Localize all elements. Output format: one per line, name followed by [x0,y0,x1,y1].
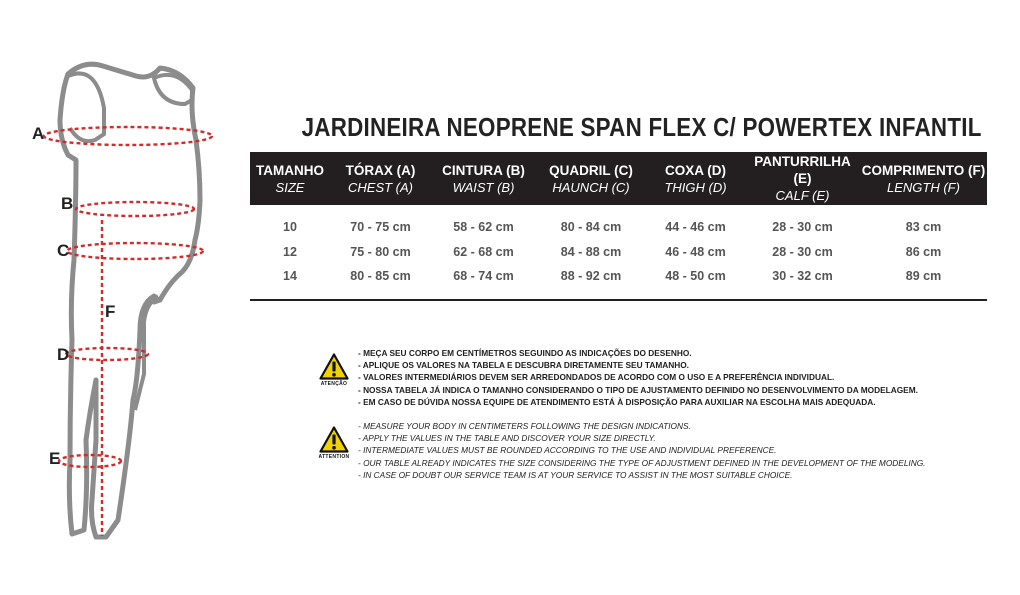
cell-calf: 28 - 30 cm [772,245,833,260]
warning-label: ATENÇÃO [320,381,348,387]
label-b: B [61,194,74,213]
cell-length: 89 cm [905,269,942,284]
header-label-en: THIGH (D) [664,179,727,195]
table-row [250,205,987,237]
header-label-pt: COMPRIMENTO (F) [861,162,986,178]
note-line: - VALORES INTERMEDIÁRIOS DEVEM SER ARREDONDADOS DE ACORDO COM O USO E A PREFERÊNCIA INDIVIDUAL. [358,372,835,383]
note-line: - NOSSA TABELA JÁ INDICA O TAMANHO CONSIDERANDO O TIPO DE AJUSTAMENTO DEFINIDO NO DESENVOLVIMENTO DA MODELAGEM. [358,384,918,395]
warning-badge [316,353,352,387]
note-line: - MEÇA SEU CORPO EM CENTÍMETROS SEGUINDO AS INDICAÇÕES DO DESENHO. [358,348,692,358]
cell-hip: 84 - 88 cm [560,245,622,260]
label-f: F [105,302,116,321]
cell-chest: 70 - 75 cm [350,219,411,234]
cell-waist: 58 - 62 cm [453,219,514,234]
header-label-pt: COXA (D) [665,162,726,178]
warning-icon [319,353,349,380]
cell-size: 14 [283,269,297,284]
cell-length: 83 cm [905,219,942,234]
header-label-pt: TÓRAX (A) [345,162,416,178]
cell-calf: 30 - 32 cm [772,269,833,284]
cell-length: 86 cm [905,245,942,260]
header-label-en: WAIST (B) [452,179,515,195]
header-hip [536,152,646,205]
cell-thigh: 48 - 50 cm [665,269,726,284]
notes-list [358,347,998,408]
cell-waist: 68 - 74 cm [453,269,514,284]
table-row [250,268,987,300]
header-label-en: CALF (E) [775,188,830,203]
cell-size: 10 [283,219,297,234]
warning-badge [316,426,352,460]
note-line: - IN CASE OF DOUBT OUR SERVICE TEAM IS AT YOUR SERVICE TO ASSIST IN THE MOST SUITABLE CHOICE. [358,469,793,480]
cell-calf: 28 - 30 cm [772,219,833,234]
cell-chest: 80 - 85 cm [350,269,411,284]
label-c: C [57,241,70,260]
header-label-en: SIZE [275,179,305,195]
cell-chest: 75 - 80 cm [350,245,411,260]
note-line: - OUR TABLE ALREADY INDICATES THE SIZE CONSIDERING THE TYPE OF ADJUSTMENT DEFINED IN THE DEVELOPMENT OF THE MODELING. [358,457,926,468]
warning-icon [319,426,349,453]
label-a: A [32,124,45,143]
wetsuit-figure [0,0,260,595]
note-line: - MEASURE YOUR BODY IN CENTIMETERS FOLLOWING THE DESIGN INDICATIONS. [358,421,691,431]
note-line: - EM CASO DE DÚVIDA NOSSA EQUIPE DE ATENDIMENTO ESTÁ À DISPOSIÇÃO PARA AUXILIAR NA ESCOLHA MAIS ADEQUADA. [358,396,876,407]
table-header-row [250,152,987,205]
header-label-pt: PANTURRILHA (E) [754,154,851,186]
cell-thigh: 44 - 46 cm [665,219,726,234]
header-label-en: LENGTH (F) [887,179,960,195]
cell-hip: 80 - 84 cm [560,219,622,234]
header-label-en: CHEST (A) [348,179,413,195]
header-size [250,152,330,205]
cell-thigh: 46 - 48 cm [665,245,726,260]
header-waist [431,152,536,205]
header-label-pt: TAMANHO [256,162,324,178]
notes-list [358,420,998,481]
header-thigh [646,152,745,205]
header-label-pt: QUADRIL (C) [549,162,633,178]
table-row [250,237,987,269]
header-label-pt: CINTURA (B) [442,162,525,178]
header-length [860,152,987,205]
header-label-en: HAUNCH (C) [552,179,630,195]
note-line: - APPLY THE VALUES IN THE TABLE AND DISCOVER YOUR SIZE DIRECTLY. [358,433,656,444]
note-line: - APLIQUE OS VALORES NA TABELA E DESCUBRA DIRETAMENTE SEU TAMANHO. [358,360,689,371]
label-e: E [49,449,61,468]
label-d: D [57,345,70,364]
wetsuit-outline [60,64,200,537]
size-chart-table [250,152,987,301]
note-line: - INTERMEDIATE VALUES MUST BE ROUNDED ACCORDING TO THE USE AND INDIVIDUAL PREFERENCE. [358,445,777,456]
header-chest [330,152,431,205]
cell-hip: 88 - 92 cm [560,269,622,284]
cell-size: 12 [283,245,297,260]
header-calf [745,152,860,205]
page-title: JARDINEIRA NEOPRENE SPAN FLEX C/ POWERTEX INFANTIL [301,112,982,142]
warning-label: ATTENTION [318,454,350,460]
cell-waist: 62 - 68 cm [453,245,514,260]
